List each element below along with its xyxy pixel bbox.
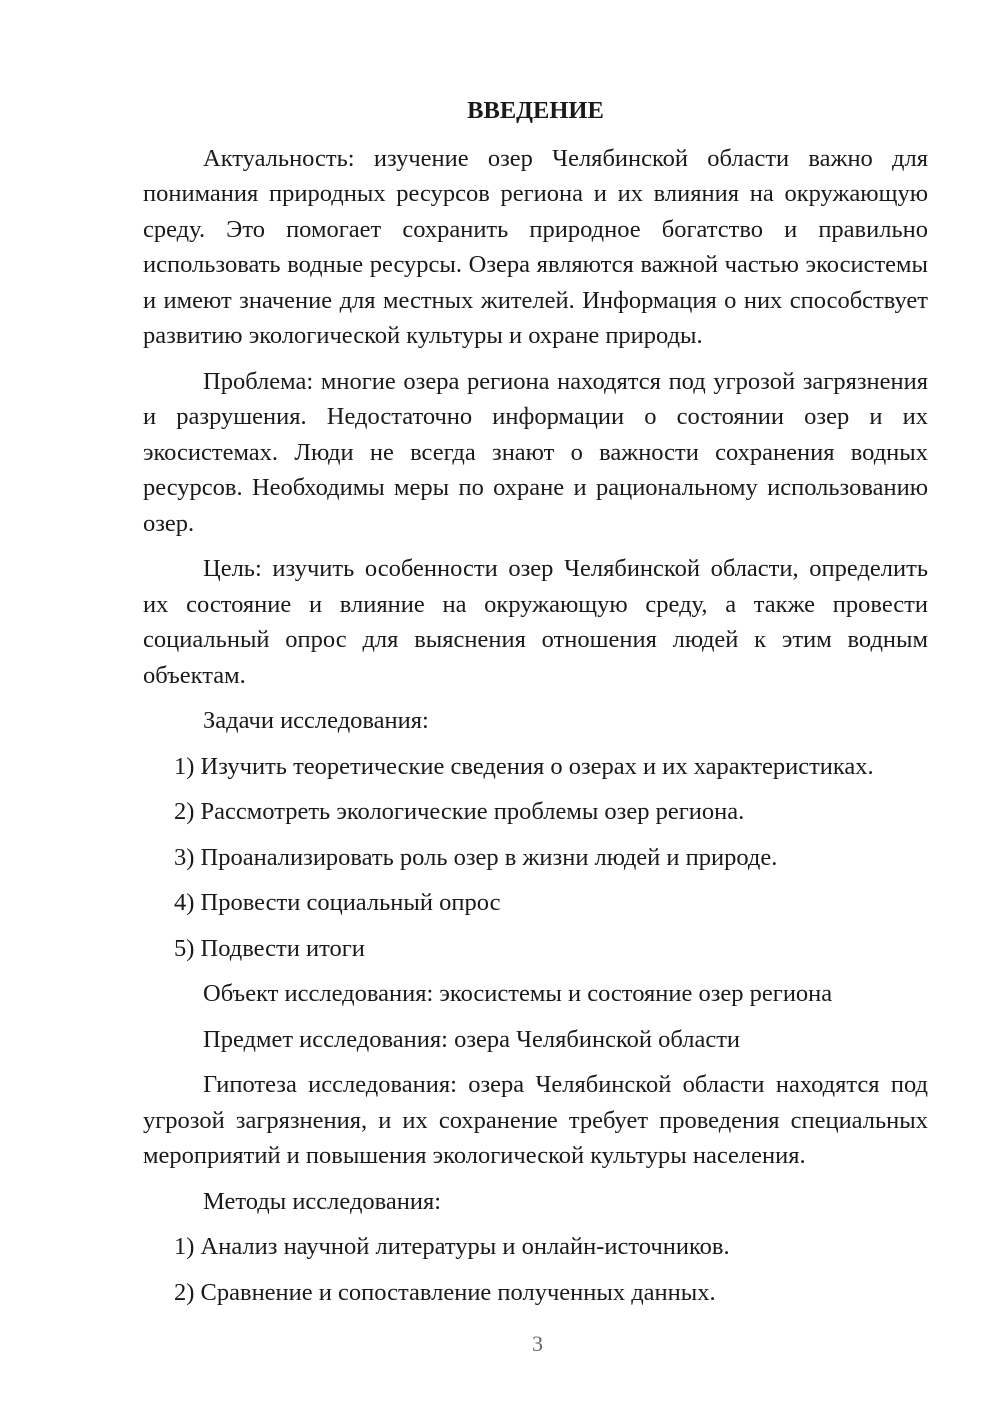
problem-paragraph: Проблема: многие озера региона находятся под угрозой загрязнения и разрушения. Недостаточно информации о состоянии озер и их экосистемах. Люди не всегда знают о важности сохранения водных ресурсов. Необходимы меры по охране и рациональному использованию озер. <box>143 367 928 537</box>
page-heading: ВВЕДЕНИЕ <box>467 97 604 124</box>
page-number: 3 <box>532 1331 543 1356</box>
hypothesis-paragraph: Гипотеза исследования: озера Челябинской области находятся под угрозой загрязнения, и их сохранение требует проведения специальных мероприятий и повышения экологической культуры населения. <box>143 1071 928 1169</box>
task-item: 5) Подвести итоги <box>174 934 365 962</box>
methods-label: Методы исследования: <box>203 1187 442 1215</box>
tasks-label: Задачи исследования: <box>203 707 429 734</box>
task-item: 3) Проанализировать роль озер в жизни людей и природе. <box>174 843 778 871</box>
subject-line: Предмет исследования: озера Челябинской области <box>203 1025 741 1053</box>
method-item: 1) Анализ научной литературы и онлайн-источников. <box>174 1233 730 1260</box>
object-line: Объект исследования: экосистемы и состояние озер региона <box>203 980 833 1007</box>
task-item: 2) Рассмотреть экологические проблемы озер региона. <box>174 798 745 825</box>
goal-paragraph: Цель: изучить особенности озер Челябинской области, определить их состояние и влияние на окружающую среду, а также провести социальный опрос для выяснения отношения людей к этим водным объектам. <box>143 555 928 689</box>
relevance-paragraph: Актуальность: изучение озер Челябинской области важно для понимания природных ресурсов региона и их влияния на окружающую среду. Это помогает сохранить природное богатство и правильно использовать водные ресурсы. Озера являются важной частью экосистемы и имеют значение для местных жителей. Информация о них способствует развитию экологической культуры и охране природы. <box>143 144 928 349</box>
page-content <box>143 93 928 1320</box>
method-item: 2) Сравнение и сопоставление полученных данных. <box>174 1278 716 1306</box>
task-item: 1) Изучить теоретические сведения о озерах и их характеристиках. <box>174 752 874 780</box>
task-item: 4) Провести социальный опрос <box>174 889 501 916</box>
